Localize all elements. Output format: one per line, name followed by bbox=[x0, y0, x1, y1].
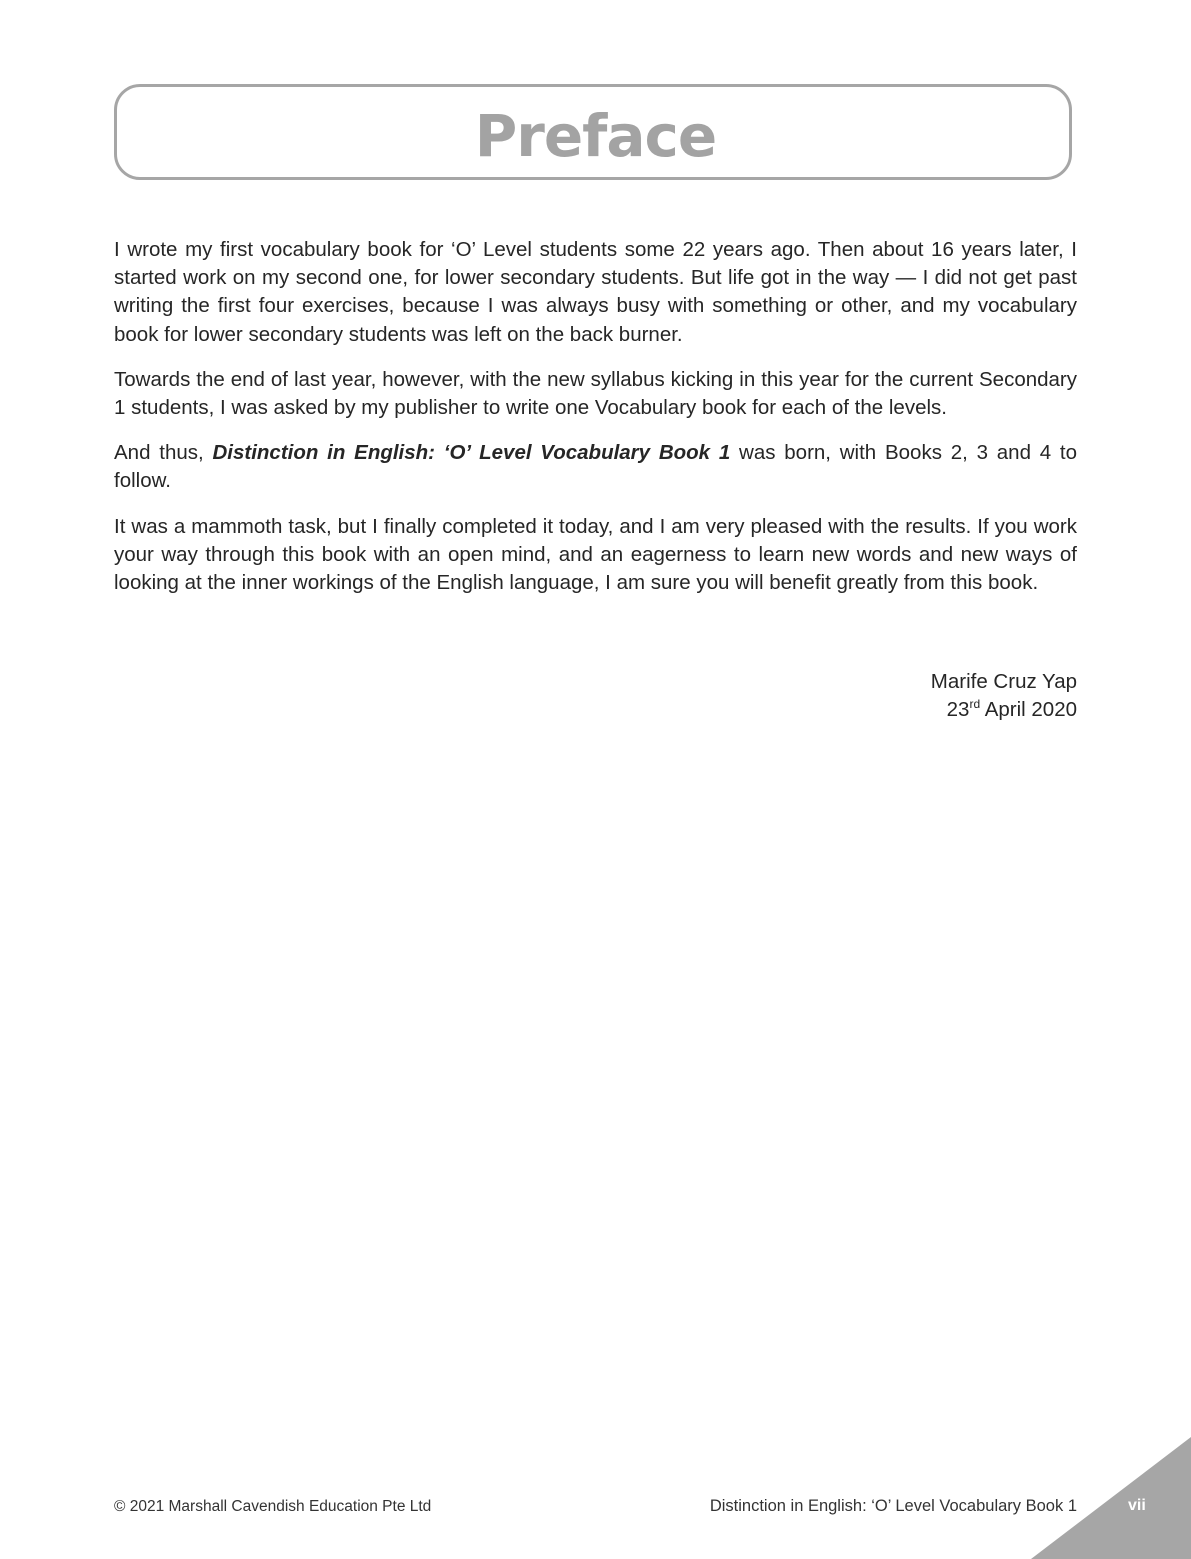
date-rest: April 2020 bbox=[980, 698, 1077, 722]
paragraph-1: I wrote my first vocabulary book for ‘O’ Level students some 22 years ago. Then about 16 years later, I started work on my second one, for lower secondary students. But life got in the way — I did not get past writing the first four exercises, because I was always busy with something or other, and my vocabulary book for lower secondary students was left on the back burner. bbox=[114, 238, 1077, 346]
date-day: 23 bbox=[946, 698, 970, 722]
preface-body bbox=[114, 236, 1077, 614]
paragraph-3-end: was born, with Books 2, 3 and 4 to follow. bbox=[114, 441, 1078, 493]
page-title: Preface bbox=[474, 102, 717, 170]
page-corner-tab bbox=[1031, 1437, 1191, 1559]
footer-copyright: © 2021 Marshall Cavendish Education Pte Ltd bbox=[114, 1498, 432, 1515]
paragraph-2: Towards the end of last year, however, with the new syllabus kicking in this year for the current Secondary 1 students, I was asked by my publisher to write one Vocabulary book for each of the levels. bbox=[114, 367, 1077, 420]
paragraph-3 bbox=[114, 439, 1077, 495]
paragraph-4: It was a mammoth task, but I finally completed it today, and I am very pleased with the results. If you work your way through this book with an open mind, and an eagerness to learn new words and new ways of looking at the inner workings of the English language, I am sure you will benefit greatly from this book. bbox=[114, 514, 1077, 595]
page-number: vii bbox=[1128, 1497, 1146, 1514]
paragraph-3-start: And thus, bbox=[114, 441, 213, 465]
signature-date bbox=[931, 696, 1077, 724]
author-name: Marife Cruz Yap bbox=[930, 670, 1077, 693]
signature-block bbox=[931, 668, 1077, 725]
book-title-emphasis: Distinction in English: ‘O’ Level Vocabulary Book 1 bbox=[212, 441, 731, 465]
footer-book-title: Distinction in English: ‘O’ Level Vocabulary Book 1 bbox=[709, 1497, 1077, 1515]
date-suffix: rd bbox=[969, 697, 981, 712]
corner-triangle bbox=[1031, 1437, 1191, 1559]
